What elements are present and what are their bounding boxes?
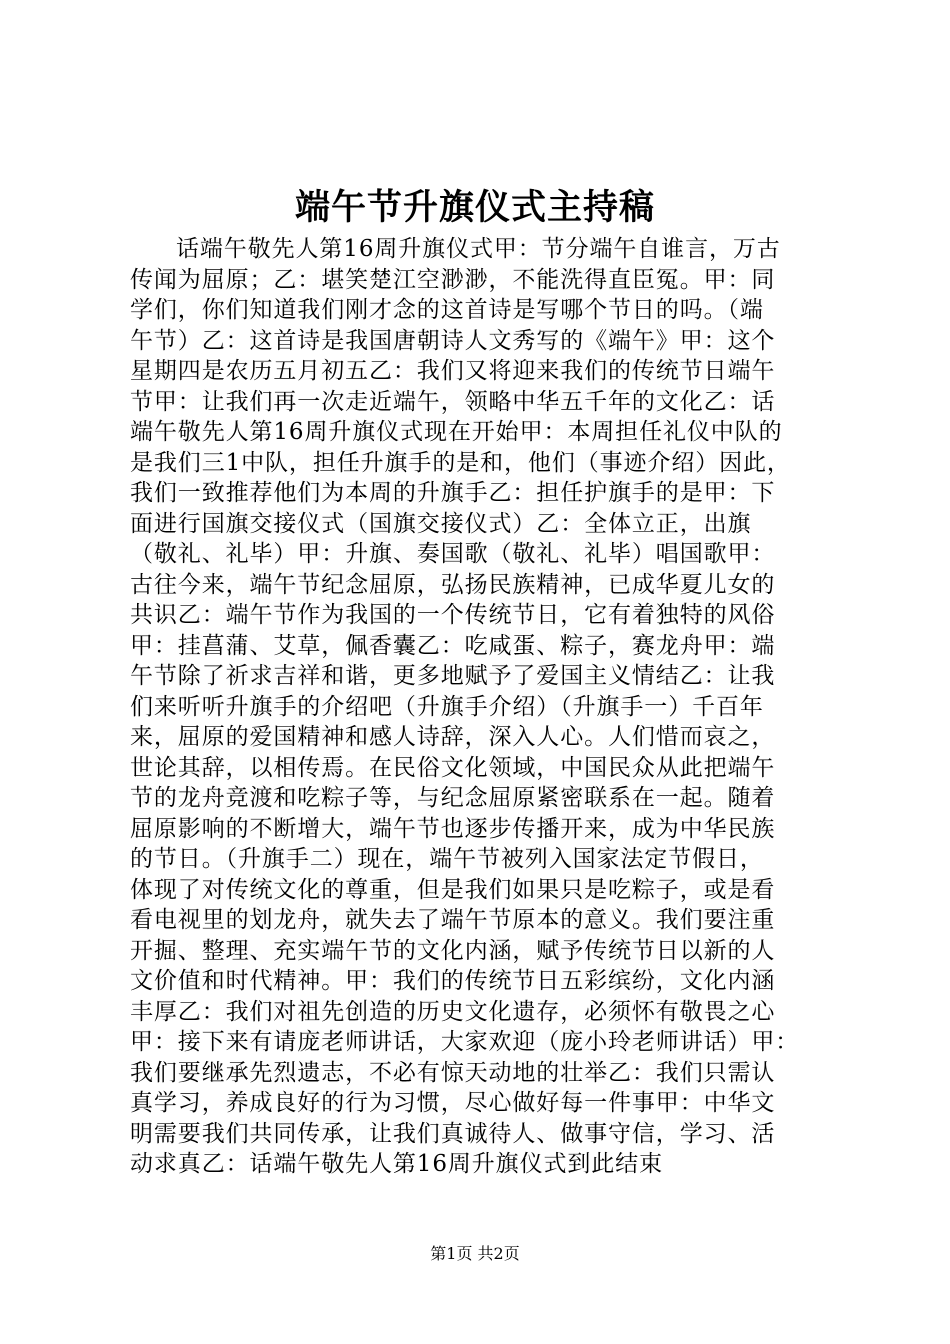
body-text-line: 的节日。（升旗手二）现在，端午节被列入国家法定节假日， [130, 846, 764, 872]
body-text-line: 来，屈原的爱国精神和感人诗辞，深入人心。人们惜而哀之， [130, 724, 776, 750]
body-text-line: 明需要我们共同传承，让我们真诚待人、做事守信，学习、活 [130, 1120, 776, 1147]
body-text-line: （敬礼、礼毕）甲：升旗、奏国歌（敬礼、礼毕）唱国歌甲： [130, 541, 776, 567]
body-text-line: 节的龙舟竞渡和吃粽子等，与纪念屈原紧密联系在一起。随着 [130, 785, 776, 811]
body-text-line: 午节除了祈求吉祥和谐，更多地赋予了爱国主义情结乙：让我 [130, 663, 776, 689]
document-body [130, 234, 830, 1180]
body-text-line: 文价值和时代精神。甲：我们的传统节日五彩缤纷，文化内涵 [130, 968, 776, 994]
body-text-line: 是我们三1中队，担任升旗手的是和，他们（事迹介绍）因此， [130, 449, 791, 476]
body-text-line: 共识乙：端午节作为我国的一个传统节日，它有着独特的风俗 [130, 602, 776, 628]
body-text-line: 星期四是农历五月初五乙：我们又将迎来我们的传统节日端午 [130, 358, 776, 384]
body-text-line: 节甲：让我们再一次走近端午，领略中华五千年的文化乙：话 [130, 388, 776, 415]
body-text-line: 话端午敬先人第16周升旗仪式甲：节分端午自谁言，万古 [176, 236, 781, 262]
body-text-line: 古往今来，端午节纪念屈原，弘扬民族精神，已成华夏儿女的 [130, 571, 776, 598]
body-text-line: 午节）乙：这首诗是我国唐朝诗人文秀写的《端午》甲：这个 [130, 327, 776, 354]
body-text-line: 甲：挂菖蒲、艾草，佩香囊乙：吃咸蛋、粽子，赛龙舟甲：端 [130, 632, 776, 659]
body-text-line: 面进行国旗交接仪式（国旗交接仪式）乙：全体立正，出旗 [130, 510, 752, 537]
body-text-line: 开掘、整理、充实端午节的文化内涵，赋予传统节日以新的人 [130, 937, 776, 964]
body-text-line: 真学习，养成良好的行为习惯，尽心做好每一件事甲：中华文 [130, 1090, 776, 1116]
body-text-line: 甲：接下来有请庞老师讲话，大家欢迎（庞小玲老师讲话）甲： [130, 1029, 800, 1055]
body-text-line: 传闻为屈原；乙：堪笑楚江空渺渺，不能洗得直臣冤。甲：同 [130, 266, 776, 293]
body-text-line: 动求真乙：话端午敬先人第16周升旗仪式到此结束 [130, 1151, 663, 1177]
body-text-line: 看电视里的划龙舟，就失去了端午节原本的意义。我们要注重 [130, 907, 776, 933]
body-text-line: 端午敬先人第16周升旗仪式现在开始甲：本周担任礼仪中队的 [130, 419, 783, 445]
body-text-line: 屈原影响的不断增大，端午节也逐步传播开来，成为中华民族 [130, 815, 776, 842]
body-text-line: 丰厚乙：我们对祖先创造的历史文化遗存，必须怀有敬畏之心 [130, 998, 776, 1025]
body-text-line: 体现了对传统文化的尊重，但是我们如果只是吃粽子，或是看 [130, 876, 776, 903]
document-title: 端午节升旗仪式主持稿 [294, 187, 655, 228]
body-text-line: 学们，你们知道我们刚才念的这首诗是写哪个节日的吗。（端 [130, 297, 764, 323]
body-text-line: 我们一致推荐他们为本周的升旗手乙：担任护旗手的是甲：下 [130, 480, 776, 506]
body-text-line: 世论其辞，以相传焉。在民俗文化领域，中国民众从此把端午 [130, 754, 776, 781]
page-footer: 第1页 共2页 [430, 1244, 520, 1263]
body-text-line: 我们要继承先烈遗志，不必有惊天动地的壮举乙：我们只需认 [130, 1059, 776, 1086]
body-text-line: 们来听听升旗手的介绍吧（升旗手介绍）（升旗手一）千百年 [130, 693, 764, 720]
